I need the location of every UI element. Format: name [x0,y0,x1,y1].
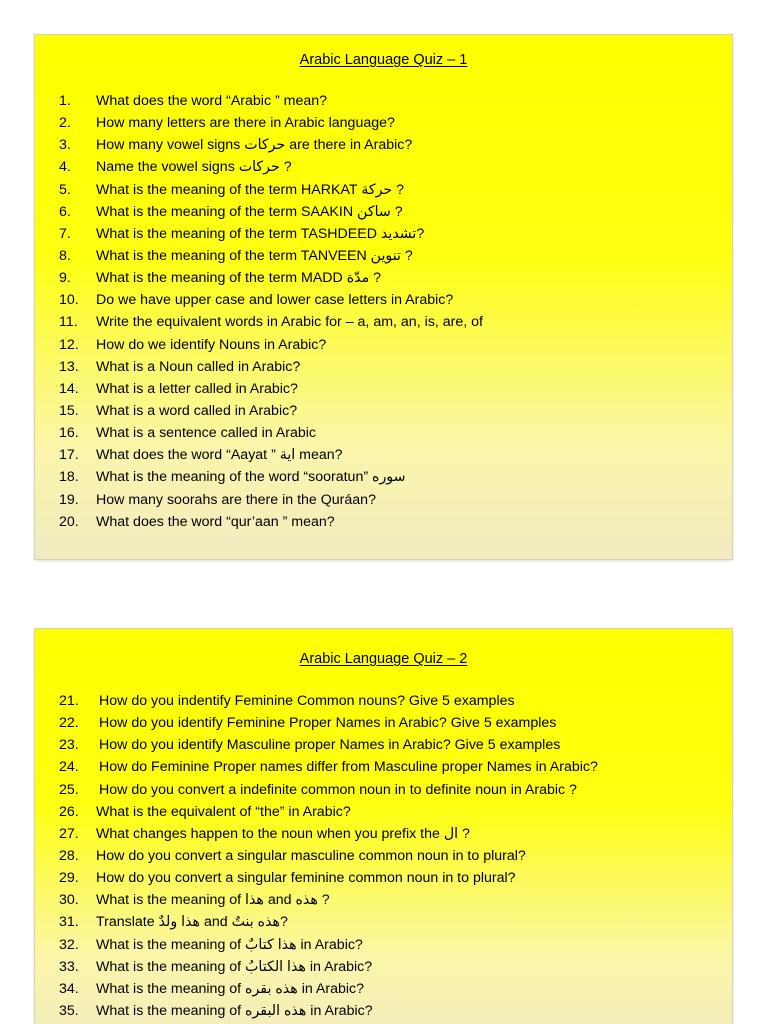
question-item [59,712,726,734]
question-item [59,466,726,488]
question-text: How do Feminine Proper names differ from Masculine proper Names in Arabic? [99,759,598,776]
question-number: 12. [59,336,79,353]
question-number: 15. [59,402,79,419]
question-number: 30. [59,892,79,909]
question-number: 29. [59,870,79,887]
question-text: What is a letter called in Arabic? [96,380,298,397]
question-text: What is the meaning of the term HARKAT حركة ? [96,181,405,198]
question-number: 19. [59,491,79,508]
question-text: Write the equivalent words in Arabic for – a, am, an, is, are, of [96,314,483,331]
question-number: 11. [59,314,78,331]
question-item [59,289,726,311]
question-text: Name the vowel signs حركات ? [96,159,292,176]
question-text: What does the word “Aayat ” اية mean? [96,447,343,464]
question-text: How do we identify Nouns in Arabic? [96,336,327,353]
question-item [59,90,726,112]
question-number: 21. [59,693,79,709]
question-item [59,179,726,201]
question-text: How do you identify Masculine proper Names in Arabic? Give 5 examples [99,737,561,754]
quiz-1-title: Arabic Language Quiz – 1 [299,52,468,68]
question-item [59,400,726,422]
quiz-1-slide [35,35,732,559]
question-number: 2. [59,115,71,132]
question-item [59,734,726,756]
question-item [59,112,726,134]
question-text: How do you identify Feminine Proper Names in Arabic? Give 5 examples [99,715,557,732]
question-number: 17. [59,447,79,464]
question-item [59,1000,726,1022]
question-text: What is the meaning of هذه البقره in Arabic? [96,1002,373,1019]
question-item [59,690,726,712]
quiz-2-slide [35,629,732,1024]
question-number: 13. [59,358,79,375]
question-item [59,511,726,533]
question-number: 22. [59,715,79,732]
quiz-2-question-list [59,690,726,1022]
question-item [59,801,726,823]
question-item [59,956,726,978]
question-item [59,334,726,356]
quiz-1-question-list [59,90,726,533]
question-number: 4. [59,159,71,176]
question-item [59,756,726,778]
question-text: How do you convert a singular feminine common noun in to plural? [96,870,516,887]
question-item [59,845,726,867]
question-number: 10. [59,292,79,309]
question-item [59,156,726,178]
question-text: How do you convert a indefinite common noun in to definite noun in Arabic ? [99,781,577,798]
question-number: 34. [59,980,79,997]
question-number: 24. [59,759,79,776]
question-item [59,356,726,378]
question-item [59,911,726,933]
question-item [59,823,726,845]
question-number: 20. [59,513,79,530]
question-item [59,978,726,1000]
question-number: 27. [59,825,79,842]
question-item [59,444,726,466]
question-text: What is the meaning of the term TANVEEN تنوين ? [96,247,413,264]
question-text: What is the meaning of the term SAAKIN ساكن ? [96,203,403,220]
question-text: What changes happen to the noun when you prefix the ال ? [96,825,470,842]
question-number: 7. [59,225,71,242]
question-text: What is the meaning of هذا and هذه ? [96,892,330,909]
question-number: 18. [59,469,79,486]
question-text: How many letters are there in Arabic language? [96,115,395,132]
question-number: 32. [59,936,79,953]
question-number: 14. [59,380,79,397]
question-text: What is the meaning of هذا كتابٌ in Arabic? [96,936,363,953]
question-text: What is a sentence called in Arabic [96,425,317,442]
question-item [59,223,726,245]
question-number: 26. [59,803,79,820]
question-item [59,245,726,267]
question-number: 9. [59,270,71,287]
question-number: 1. [59,93,71,109]
question-text: How many vowel signs حركات are there in Arabic? [96,137,413,154]
question-text: What is a word called in Arabic? [96,402,298,419]
question-item [59,267,726,289]
question-item [59,934,726,956]
question-item [59,889,726,911]
question-text: What is a Noun called in Arabic? [96,358,301,375]
question-number: 3. [59,137,71,154]
question-number: 28. [59,847,79,864]
question-number: 31. [59,914,79,931]
question-text: What is the meaning of هذا الكتابُ in Arabic? [96,958,373,975]
question-number: 8. [59,247,71,264]
question-text: How do you indentify Feminine Common nouns? Give 5 examples [99,693,515,709]
question-number: 35. [59,1002,79,1019]
question-text: How many soorahs are there in the Quráan? [96,491,376,508]
question-number: 6. [59,203,71,220]
question-item [59,489,726,511]
quiz-2-title: Arabic Language Quiz – 2 [299,651,468,667]
question-text: What does the word “qur’aan ” mean? [96,513,335,530]
question-number: 23. [59,737,79,754]
question-item [59,779,726,801]
question-text: Translate هذا ولدٌ and هذه بنتٌ? [96,914,288,931]
question-item [59,378,726,400]
question-item [59,422,726,444]
question-text: What does the word “Arabic ” mean? [96,93,328,109]
question-text: What is the meaning of هذه بقره in Arabic? [96,980,364,997]
question-text: What is the meaning of the word “sooratun” سوره [96,469,406,486]
question-number: 33. [59,958,79,975]
question-number: 5. [59,181,71,198]
question-item [59,201,726,223]
question-item [59,867,726,889]
question-number: 25. [59,781,79,798]
question-number: 16. [59,425,79,442]
question-text: What is the meaning of the term TASHDEED تشديد? [96,225,425,242]
question-item [59,311,726,333]
question-text: What is the equivalent of “the” in Arabic? [96,803,351,820]
question-item [59,134,726,156]
question-text: How do you convert a singular masculine common noun in to plural? [96,847,526,864]
question-text: What is the meaning of the term MADD مدّة ? [96,270,382,287]
question-text: Do we have upper case and lower case letters in Arabic? [96,292,454,309]
